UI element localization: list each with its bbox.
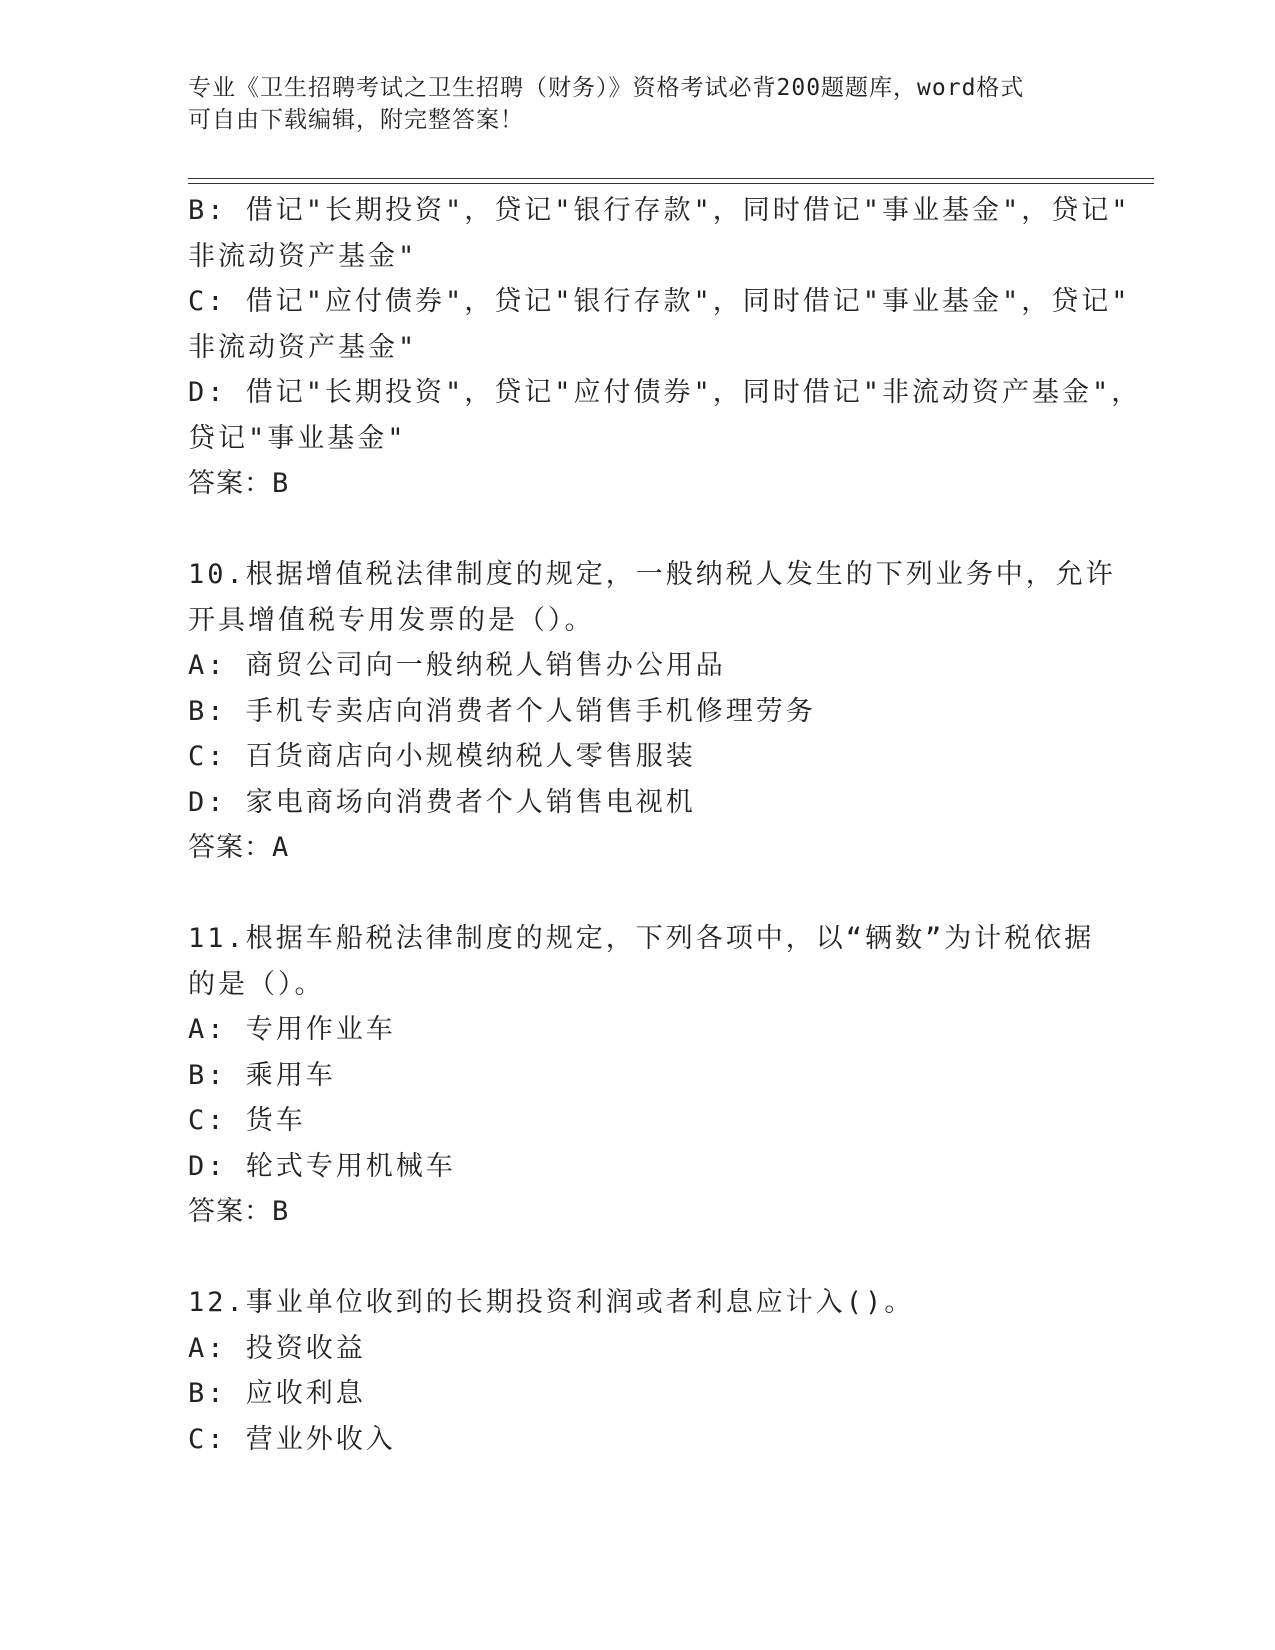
header-line-2: 可自由下载编辑，附完整答案！ [188,107,524,133]
document-header [188,72,1088,136]
q10-option-c: C: 百货商店向小规模纳税人零售服装 [188,741,696,772]
q10-option-d: D: 家电商场向消费者个人销售电视机 [188,786,696,818]
q11-question-line-1: 11.根据车船税法律制度的规定，下列各项中，以“辆数”为计税依据 [188,923,1095,954]
q10-option-b: B: 手机专卖店向消费者个人销售手机修理劳务 [188,695,816,727]
spacer [188,1235,1088,1281]
question-11 [188,916,1095,1235]
spacer [188,507,1088,553]
q9-option-b-line-2: 非流动资产基金" [188,240,418,272]
q11-option-b: B: 乘用车 [188,1059,336,1091]
spacer [188,871,1088,917]
q9-option-c-line-2: 非流动资产基金" [188,331,418,363]
q10-option-a: A: 商贸公司向一般纳税人销售办公用品 [188,650,726,681]
q11-question-line-2: 的是（）。 [188,968,325,1000]
q9-option-c-line-1: C: 借记"应付债券"，贷记"银行存款"，同时借记"事业基金"，贷记" [188,286,1131,317]
q9-option-b-line-1: B: 借记"长期投资"，贷记"银行存款"，同时借记"事业基金"，贷记" [188,195,1131,226]
q11-option-d: D: 轮式专用机械车 [188,1150,456,1182]
header-line-1: 专业《卫生招聘考试之卫生招聘（财务）》资格考试必背200题题库，word格式 [188,75,1025,101]
header-rule-top [188,178,1154,179]
q9-option-d-line-2: 贷记"事业基金" [188,422,407,454]
q10-question-line-2: 开具增值税专用发票的是（）。 [188,604,595,636]
q12-option-a: A: 投资收益 [188,1332,366,1364]
q10-answer: 答案：A [188,832,290,863]
q11-option-c: C: 货车 [188,1105,306,1136]
q12-option-c: C: 营业外收入 [188,1423,396,1455]
q10-question-line-1: 10.根据增值税法律制度的规定，一般纳税人发生的下列业务中，允许 [188,559,1116,590]
question-10 [188,552,1116,871]
q11-option-a: A: 专用作业车 [188,1014,396,1045]
q11-answer: 答案：B [188,1196,290,1227]
question-12 [188,1280,1088,1462]
header-rule-bottom [188,183,1154,184]
question-9 [188,188,1142,507]
q9-answer: 答案：B [188,468,290,499]
q9-option-d-line-1: D: 借记"长期投资"，贷记"应付债券"，同时借记"非流动资产基金"， [188,377,1142,408]
q12-question-line-1: 12.事业单位收到的长期投资利润或者利息应计入()。 [188,1287,915,1318]
document-body [188,188,1142,1462]
q12-option-b: B: 应收利息 [188,1378,366,1409]
